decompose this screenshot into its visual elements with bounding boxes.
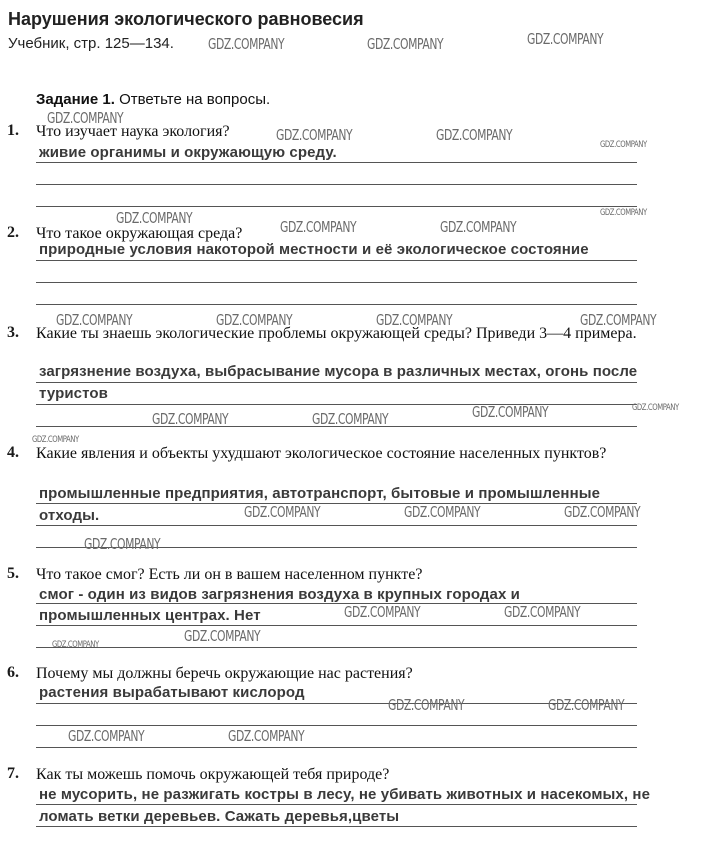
- answer-line: растения вырабатывают кислород: [39, 684, 305, 701]
- watermark: GDZ.COMPANY: [216, 311, 293, 329]
- writing-line: [36, 282, 637, 283]
- answer-line: загрязнение воздуха, выбрасывание мусора в различных местах, огонь после: [39, 363, 638, 380]
- watermark: GDZ.COMPANY: [600, 208, 647, 218]
- watermark: GDZ.COMPANY: [32, 435, 79, 445]
- question-number: 1.: [7, 122, 19, 139]
- writing-line: [36, 625, 637, 626]
- watermark: GDZ.COMPANY: [564, 503, 641, 521]
- writing-line: [36, 304, 637, 305]
- watermark: GDZ.COMPANY: [280, 218, 357, 236]
- task-label: Задание 1.: [36, 91, 115, 108]
- writing-line: [36, 747, 637, 748]
- textbook-reference: Учебник, стр. 125—134.: [8, 35, 174, 52]
- answer-line: промышленные предприятия, автотранспорт, бытовые и промышленные: [39, 485, 601, 502]
- writing-line: [36, 826, 637, 827]
- watermark: GDZ.COMPANY: [68, 727, 145, 745]
- writing-line: [36, 206, 637, 207]
- watermark: GDZ.COMPANY: [228, 727, 305, 745]
- question-text: Что такое окружающая среда?: [36, 225, 243, 242]
- answer-line: не мусорить, не разжигать костры в лесу, не убивать животных и насекомых, не: [39, 786, 651, 803]
- page-title: Нарушения экологического равновесия: [8, 9, 364, 29]
- watermark: GDZ.COMPANY: [404, 503, 481, 521]
- watermark: GDZ.COMPANY: [436, 126, 513, 144]
- question-text: Какие явления и объекты ухудшают экологическое состояние населенных пунктов?: [36, 445, 607, 462]
- watermark: GDZ.COMPANY: [152, 410, 229, 428]
- question-number: 2.: [7, 224, 19, 241]
- task-heading: [36, 91, 270, 108]
- question-text: Что изучает наука экология?: [36, 123, 230, 140]
- watermark: GDZ.COMPANY: [388, 696, 465, 714]
- watermark: GDZ.COMPANY: [367, 35, 444, 53]
- watermark: GDZ.COMPANY: [504, 603, 581, 621]
- writing-line: [36, 503, 637, 504]
- answer-line: смог - один из видов загрязнения воздуха в крупных городах и: [39, 586, 521, 603]
- question-text: Какие ты знаешь экологические проблемы окружающей среды? Приведи 3—4 примера.: [36, 325, 637, 342]
- watermark: GDZ.COMPANY: [580, 311, 657, 329]
- writing-line: [36, 184, 637, 185]
- watermark: GDZ.COMPANY: [184, 627, 261, 645]
- question-number: 6.: [7, 664, 19, 681]
- watermark: GDZ.COMPANY: [56, 311, 133, 329]
- watermark: GDZ.COMPANY: [312, 410, 389, 428]
- writing-line: [36, 162, 637, 163]
- watermark: GDZ.COMPANY: [52, 640, 99, 650]
- question-number: 5.: [7, 565, 19, 582]
- writing-line: [36, 703, 637, 704]
- watermark: GDZ.COMPANY: [472, 403, 549, 421]
- question-number: 3.: [7, 324, 19, 341]
- answer-line: отходы.: [39, 507, 100, 524]
- writing-line: [36, 804, 637, 805]
- watermark: GDZ.COMPANY: [47, 109, 124, 127]
- watermark: GDZ.COMPANY: [208, 35, 285, 53]
- watermark: GDZ.COMPANY: [376, 311, 453, 329]
- question-number: 4.: [7, 444, 19, 461]
- answer-line: живие органимы и окружающую среду.: [39, 144, 337, 161]
- writing-line: [36, 725, 637, 726]
- watermark: GDZ.COMPANY: [276, 126, 353, 144]
- answer-line: промышленных центрах. Нет: [39, 607, 261, 624]
- question-text: Что такое смог? Есть ли он в вашем населенном пункте?: [36, 566, 423, 583]
- answer-line: ломать ветки деревьев. Сажать деревья,цветы: [39, 808, 400, 825]
- task-instruction: Ответьте на вопросы.: [119, 91, 271, 108]
- watermark: GDZ.COMPANY: [600, 140, 647, 150]
- writing-line: [36, 382, 637, 383]
- answer-line: природные условия накоторой местности и её экологическое состояние: [39, 241, 589, 258]
- question-text: Почему мы должны беречь окружающие нас растения?: [36, 665, 413, 682]
- watermark: GDZ.COMPANY: [632, 403, 679, 413]
- watermark: GDZ.COMPANY: [527, 30, 604, 48]
- watermark: GDZ.COMPANY: [440, 218, 517, 236]
- answer-line: туристов: [39, 385, 108, 402]
- writing-line: [36, 260, 637, 261]
- writing-line: [36, 525, 637, 526]
- watermark: GDZ.COMPANY: [344, 603, 421, 621]
- watermark: GDZ.COMPANY: [116, 209, 193, 227]
- watermark: GDZ.COMPANY: [244, 503, 321, 521]
- watermark: GDZ.COMPANY: [548, 696, 625, 714]
- watermark: GDZ.COMPANY: [84, 535, 161, 553]
- question-text: Как ты можешь помочь окружающей тебя природе?: [36, 766, 390, 783]
- question-number: 7.: [7, 765, 19, 782]
- writing-line: [36, 647, 637, 648]
